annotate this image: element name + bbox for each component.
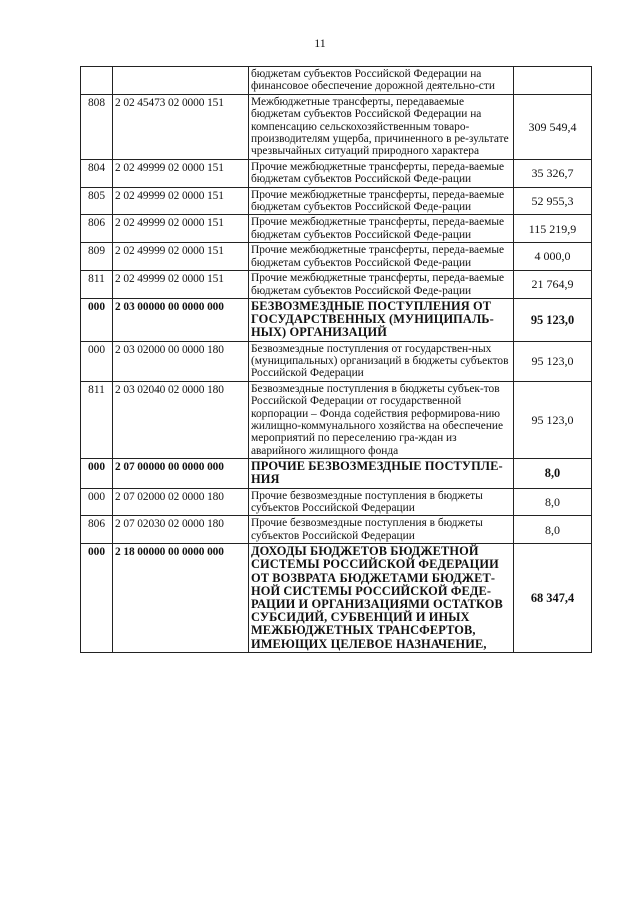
table-row: [81, 215, 592, 243]
budget-classification-code-cell: 2 03 02000 00 0000 180: [113, 341, 249, 381]
admin-code-cell: 811: [81, 381, 113, 458]
budget-table: [80, 66, 592, 653]
budget-classification-code-cell: 2 02 49999 02 0000 151: [113, 271, 249, 299]
table-row: [81, 516, 592, 544]
income-name-cell: Прочие безвозмездные поступления в бюджеты субъектов Российской Федерации: [249, 488, 514, 516]
table-row: [81, 488, 592, 516]
income-name-cell: Прочие межбюджетные трансферты, переда-ваемые бюджетам субъектов Российской Феде-рации: [249, 243, 514, 271]
budget-classification-code-cell: 2 18 00000 00 0000 000: [113, 544, 249, 653]
budget-classification-code-cell: 2 02 49999 02 0000 151: [113, 243, 249, 271]
admin-code-cell: 811: [81, 271, 113, 299]
amount-cell: 8,0: [514, 459, 592, 488]
income-name-cell: бюджетам субъектов Российской Федерации на финансовое обеспечение дорожной деятельно-сти: [249, 67, 514, 95]
income-name-cell: ДОХОДЫ БЮДЖЕТОВ БЮДЖЕТНОЙ СИСТЕМЫ РОССИЙСКОЙ ФЕДЕРАЦИИ ОТ ВОЗВРАТА БЮДЖЕТАМИ БЮДЖЕТ-НОЙ СИСТЕМЫ РОССИЙСКОЙ ФЕДЕ-РАЦИИ И ОРГАНИЗАЦИЯМИ ОСТАТКОВ СУБСИДИЙ, СУБВЕНЦИЙ И ИНЫХ МЕЖБЮДЖЕТНЫХ ТРАНСФЕРТОВ, ИМЕЮЩИХ ЦЕЛЕВОЕ НАЗНАЧЕНИЕ,: [249, 544, 514, 653]
budget-classification-code-cell: 2 02 45473 02 0000 151: [113, 94, 249, 159]
budget-classification-code-cell: 2 07 02000 02 0000 180: [113, 488, 249, 516]
table-row: [81, 298, 592, 341]
table-row: [81, 341, 592, 381]
admin-code-cell: 804: [81, 159, 113, 187]
amount-cell: 35 326,7: [514, 159, 592, 187]
admin-code-cell: 000: [81, 459, 113, 488]
amount-cell: 95 123,0: [514, 381, 592, 458]
budget-table-body: [81, 67, 592, 653]
amount-cell: 68 347,4: [514, 544, 592, 653]
table-row: [81, 159, 592, 187]
admin-code-cell: 000: [81, 488, 113, 516]
income-name-cell: Прочие межбюджетные трансферты, переда-ваемые бюджетам субъектов Российской Феде-рации: [249, 159, 514, 187]
budget-classification-code-cell: [113, 67, 249, 95]
page-number: 11: [314, 36, 326, 50]
budget-classification-code-cell: 2 02 49999 02 0000 151: [113, 159, 249, 187]
amount-cell: 95 123,0: [514, 341, 592, 381]
income-name-cell: Безвозмездные поступления в бюджеты субъек-тов Российской Федерации от государственной корпорации – Фонда содействия реформирова-нию жилищно-коммунального хозяйства на обеспечение мероприятий по переселению гра-ждан из аварийного жилищного фонда: [249, 381, 514, 458]
table-row: [81, 271, 592, 299]
table-row: [81, 187, 592, 215]
table-row: [81, 459, 592, 488]
amount-cell: 52 955,3: [514, 187, 592, 215]
budget-classification-code-cell: 2 03 00000 00 0000 000: [113, 298, 249, 341]
table-row: [81, 67, 592, 95]
budget-classification-code-cell: 2 07 02030 02 0000 180: [113, 516, 249, 544]
table-row: [81, 544, 592, 653]
amount-cell: 309 549,4: [514, 94, 592, 159]
amount-cell: 8,0: [514, 516, 592, 544]
budget-classification-code-cell: 2 02 49999 02 0000 151: [113, 215, 249, 243]
table-row: [81, 381, 592, 458]
admin-code-cell: 000: [81, 544, 113, 653]
income-name-cell: Безвозмездные поступления от государствен-ных (муниципальных) организаций в бюджеты субъектов Российской Федерации: [249, 341, 514, 381]
budget-classification-code-cell: 2 07 00000 00 0000 000: [113, 459, 249, 488]
amount-cell: 21 764,9: [514, 271, 592, 299]
admin-code-cell: 805: [81, 187, 113, 215]
amount-cell: 4 000,0: [514, 243, 592, 271]
table-row: [81, 94, 592, 159]
admin-code-cell: [81, 67, 113, 95]
income-name-cell: БЕЗВОЗМЕЗДНЫЕ ПОСТУПЛЕНИЯ ОТ ГОСУДАРСТВЕННЫХ (МУНИЦИПАЛЬ-НЫХ) ОРГАНИЗАЦИЙ: [249, 298, 514, 341]
income-name-cell: ПРОЧИЕ БЕЗВОЗМЕЗДНЫЕ ПОСТУПЛЕ-НИЯ: [249, 459, 514, 488]
admin-code-cell: 808: [81, 94, 113, 159]
income-name-cell: Прочие межбюджетные трансферты, переда-ваемые бюджетам субъектов Российской Феде-рации: [249, 187, 514, 215]
income-name-cell: Межбюджетные трансферты, передаваемые бюджетам субъектов Российской Федерации на компенсацию сельскохозяйственным товаро-производителям ущерба, причиненного в ре-зультате чрезвычайных ситуаций природного характера: [249, 94, 514, 159]
budget-classification-code-cell: 2 03 02040 02 0000 180: [113, 381, 249, 458]
amount-cell: 115 219,9: [514, 215, 592, 243]
amount-cell: [514, 67, 592, 95]
table-row: [81, 243, 592, 271]
income-name-cell: Прочие межбюджетные трансферты, переда-ваемые бюджетам субъектов Российской Феде-рации: [249, 215, 514, 243]
amount-cell: 8,0: [514, 488, 592, 516]
admin-code-cell: 806: [81, 215, 113, 243]
amount-cell: 95 123,0: [514, 298, 592, 341]
admin-code-cell: 000: [81, 341, 113, 381]
income-name-cell: Прочие межбюджетные трансферты, переда-ваемые бюджетам субъектов Российской Феде-рации: [249, 271, 514, 299]
admin-code-cell: 000: [81, 298, 113, 341]
admin-code-cell: 806: [81, 516, 113, 544]
admin-code-cell: 809: [81, 243, 113, 271]
budget-classification-code-cell: 2 02 49999 02 0000 151: [113, 187, 249, 215]
income-name-cell: Прочие безвозмездные поступления в бюджеты субъектов Российской Федерации: [249, 516, 514, 544]
